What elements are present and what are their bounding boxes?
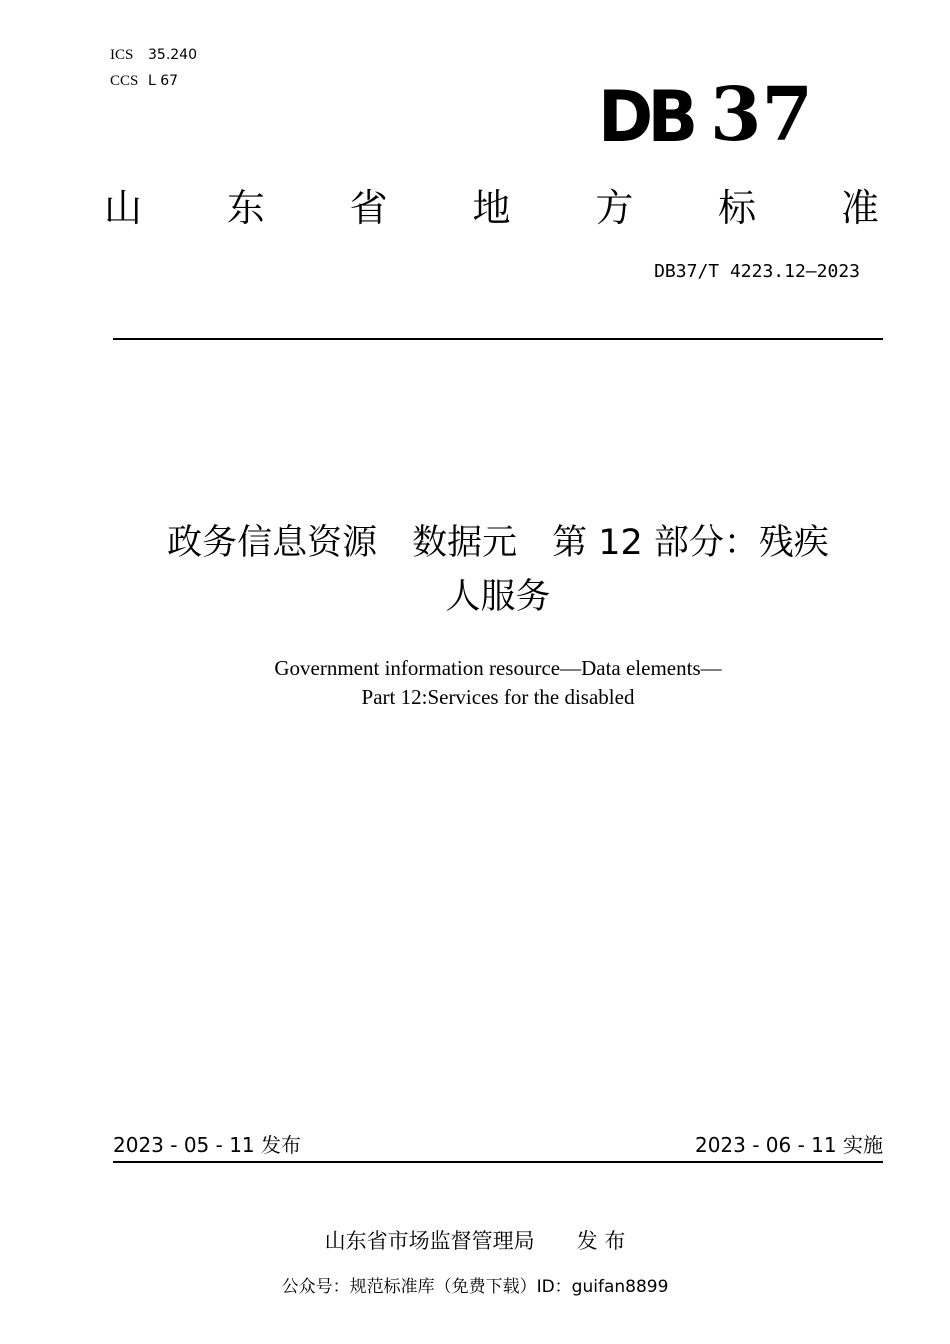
standard-type-char: 东 [226, 186, 265, 230]
ics-value: 35.240 [148, 47, 197, 63]
implement-date: 2023 - 06 - 11 实施 [694, 1133, 883, 1157]
logo-number: 37 [710, 72, 813, 158]
logo-letters: DB [598, 76, 693, 158]
ccs-code [110, 72, 178, 90]
standard-type-char: 地 [472, 186, 511, 230]
publish-date: 2023 - 05 - 11 发布 [113, 1133, 302, 1157]
footer-note: 公众号：规范标准库（免费下载）ID：guifan8899 [281, 1277, 669, 1297]
issuer-name: 山东省市场监督管理局 [324, 1229, 535, 1253]
issuer-line [0, 1226, 950, 1256]
english-title-line-1: Government information resource—Data elements— [274, 656, 722, 680]
chinese-title-line-2: 人服务 [445, 577, 551, 617]
standard-type-char: 方 [595, 186, 634, 230]
issuer-action: 发 布 [576, 1229, 626, 1253]
ics-label: ICS [110, 47, 134, 63]
db37-logo [598, 72, 813, 158]
chinese-title [100, 516, 896, 624]
standard-type-char: 标 [718, 186, 757, 230]
bottom-divider [113, 1161, 883, 1163]
standard-type-char: 省 [349, 186, 388, 230]
ccs-value: L 67 [148, 73, 179, 89]
ics-code [110, 46, 197, 64]
ccs-label: CCS [110, 73, 139, 89]
standard-type-heading [104, 180, 879, 236]
english-title-line-2: Part 12:Services for the disabled [361, 685, 635, 709]
top-divider [113, 338, 883, 340]
standard-code: DB37/T 4223.12—2023 [654, 261, 860, 282]
english-title [100, 654, 896, 712]
chinese-title-line-1: 政务信息资源 数据元 第 12 部分：残疾 [167, 523, 829, 563]
standard-type-char: 准 [840, 186, 879, 230]
standard-type-char: 山 [104, 186, 143, 230]
